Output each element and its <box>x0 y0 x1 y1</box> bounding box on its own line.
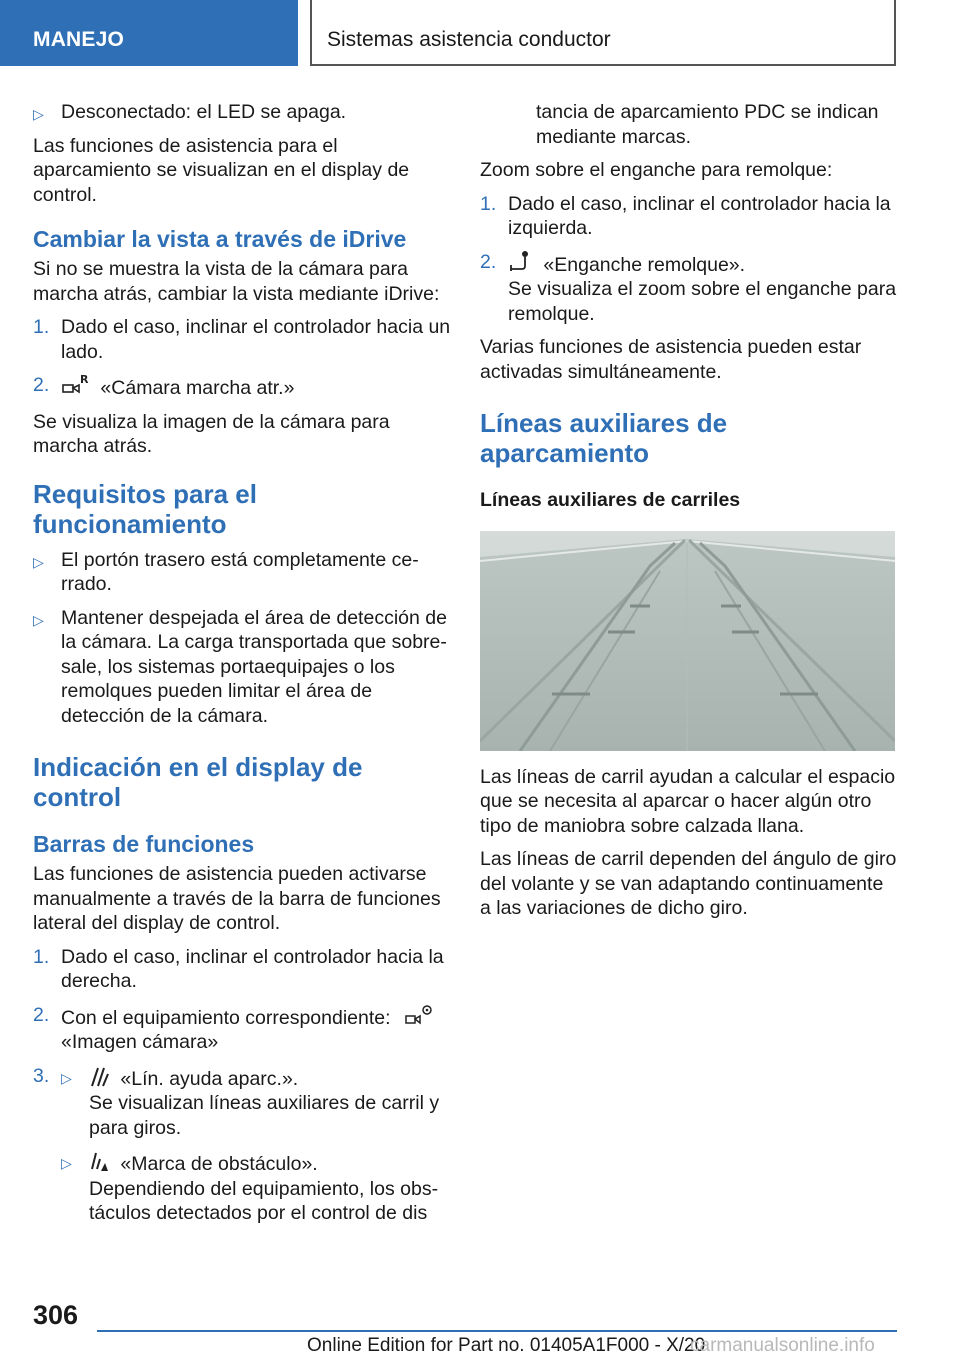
camera-settings-icon <box>404 1003 434 1027</box>
sub-bullet-desc: Dependiendo del equipamiento, los obstáculos detectados por el control de dis <box>89 1177 439 1224</box>
lane-lines-illustration <box>480 531 895 751</box>
page-number: 306 <box>33 1300 79 1330</box>
sub-bullet-desc: Se visualizan líneas auxiliares de carril y para giros. <box>89 1092 440 1139</box>
step-number: 1. <box>480 192 497 215</box>
step-item <box>33 373 453 401</box>
step-number: 2. <box>480 250 497 273</box>
step-text: Dado el caso, inclinar el controlador hacia un lado. <box>61 316 451 363</box>
step-item <box>480 192 898 241</box>
triangle-bullet-icon: ▷ <box>33 553 44 570</box>
obstacle-marker-icon <box>89 1149 109 1173</box>
continued-text: tancia de aparcamiento PDC se indican mediante marcas. <box>536 101 879 148</box>
bullet-text: El portón trasero está completamente cerrado. <box>61 548 419 595</box>
step-item <box>33 945 453 994</box>
step-item <box>33 1003 453 1055</box>
triangle-bullet-icon: ▷ <box>33 611 44 628</box>
step-item <box>480 250 898 327</box>
heading-lane-lines: Líneas auxiliares de carriles <box>480 489 741 511</box>
step-text: Dado el caso, inclinar el controlador hacia la derecha. <box>61 945 444 992</box>
triangle-bullet-icon: ▷ <box>61 1069 72 1086</box>
step-text-cont: «Imagen cámara» <box>61 1031 219 1053</box>
sub-bullet-text: «Marca de obstáculo». <box>120 1153 318 1175</box>
step-text: Dado el caso, inclinar el controlador hacia la izquierda. <box>508 192 891 239</box>
right-column <box>480 100 898 930</box>
step-number: 2. <box>33 1003 50 1026</box>
step-text: Con el equipamiento correspondiente: <box>61 1006 391 1029</box>
step-number: 3. <box>33 1064 50 1087</box>
bullet-item <box>33 606 453 729</box>
paragraph: Las funciones de asistencia pueden activarse manualmente a través de la barra de funciones lateral del display de control. <box>33 863 441 934</box>
footer-edition: Online Edition for Part no. 01405A1F000 - X/20 <box>307 1335 706 1356</box>
step-number: 1. <box>33 316 50 338</box>
bullet-item <box>33 100 453 125</box>
step-number: 1. <box>33 945 50 968</box>
header-section-tab: MANEJO <box>0 0 298 66</box>
left-column <box>33 100 453 1235</box>
bullet-text: Desconectado: el LED se apaga. <box>61 101 347 123</box>
paragraph: Las funciones de asistencia para el aparcamiento se visualizan en el display de control. <box>33 134 410 206</box>
step-number: 2. <box>33 374 50 396</box>
heading-parking-lines: Líneas auxiliares de aparcamiento <box>480 408 728 468</box>
parking-lines-icon <box>89 1064 109 1088</box>
heading-requirements: Requisitos para el funcionamiento <box>33 478 257 539</box>
step-item <box>33 315 453 364</box>
paragraph: Se visualiza la imagen de la cámara para marcha atrás. <box>33 410 390 457</box>
paragraph: Zoom sobre el enganche para remolque: <box>480 159 833 181</box>
paragraph: Las líneas de carril dependen del ángulo de giro del volante y se van adaptando continuamente a las variaciones de dicho giro. <box>480 848 897 919</box>
heading-display: Indicación en el display de control <box>33 752 363 812</box>
bullet-text: Mantener despejada el área de detección de la cámara. La carga transportada que sobresale, los sistemas portaequipajes o los remolques pueden limitar el área de detección de la cámara. <box>61 606 447 727</box>
bullet-item <box>33 548 453 597</box>
footer-watermark: carmanualsonline.info <box>690 1335 875 1356</box>
paragraph: Si no se muestra la vista de la cámara para marcha atrás, cambiar la vista mediante iDrive: <box>33 258 440 305</box>
heading-function-bars: Barras de funciones <box>33 831 255 857</box>
paragraph: Las líneas de carril ayudan a calcular el espacio que se necesita al aparcar o hacer algún otro tipo de maniobra sobre calzada llana. <box>480 765 896 837</box>
sub-bullet-item <box>61 1064 453 1141</box>
triangle-bullet-icon: ▷ <box>61 1155 72 1171</box>
step-desc: Se visualiza el zoom sobre el enganche para remolque. <box>508 278 897 325</box>
header-chapter-title: Sistemas asistencia conductor <box>310 0 896 66</box>
paragraph: Varias funciones de asistencia pueden estar activadas simultáneamente. <box>480 336 862 383</box>
heading-change-view: Cambiar la vista a través de iDrive <box>33 226 407 252</box>
sub-bullet-text: «Lín. ayuda aparc.». <box>120 1067 299 1090</box>
rear-camera-icon <box>61 373 89 397</box>
svg-text:R: R <box>80 373 89 386</box>
step-item <box>33 1064 453 1226</box>
sub-bullet-item <box>61 1149 453 1226</box>
triangle-bullet-icon: ▷ <box>33 106 44 122</box>
footer-divider <box>97 1330 897 1332</box>
step-text: «Enganche remolque». <box>543 253 746 276</box>
step-text: «Cámara marcha atr.» <box>100 377 295 399</box>
trailer-hitch-icon <box>508 250 532 274</box>
